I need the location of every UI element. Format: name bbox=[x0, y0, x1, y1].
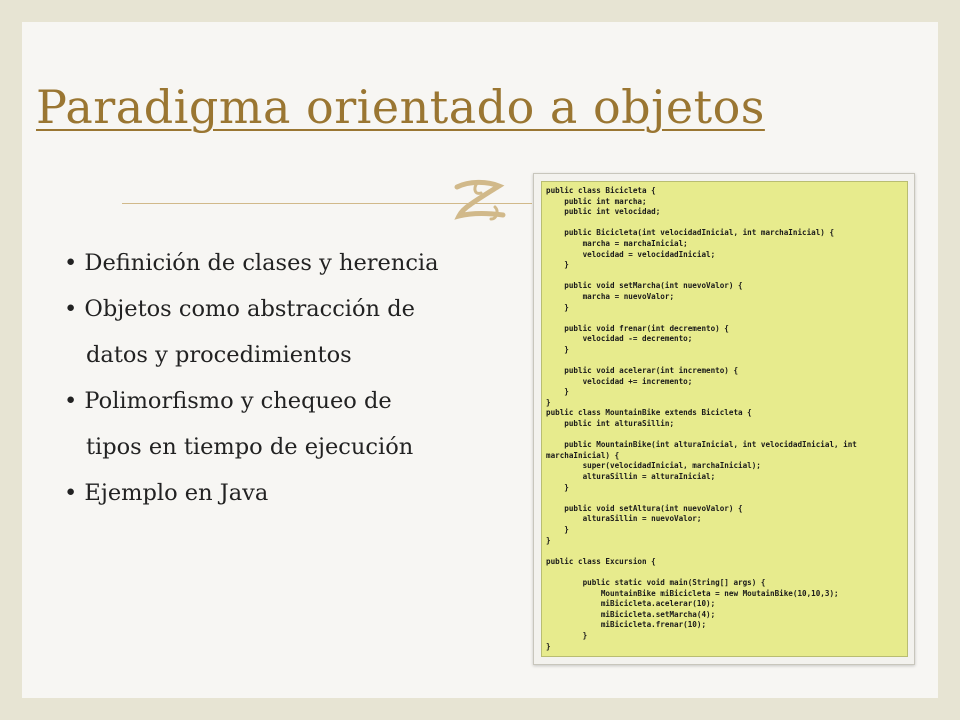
code-line: alturaSillin = nuevoValor; bbox=[546, 514, 702, 524]
code-line: miBicicleta.setMarcha(4); bbox=[546, 609, 716, 619]
bullet-list bbox=[64, 240, 534, 516]
code-line: miBicicleta.acelerar(10); bbox=[546, 599, 716, 609]
code-line: velocidad -= decremento; bbox=[546, 334, 693, 344]
code-line bbox=[542, 546, 907, 557]
code-line: } bbox=[546, 482, 569, 492]
code-line: public class Bicicleta { bbox=[546, 186, 656, 195]
code-line bbox=[542, 218, 907, 229]
code-line: } bbox=[546, 630, 588, 640]
code-line: public class MountainBike extends Bicicleta { bbox=[546, 408, 752, 418]
code-line: public static void main(String[] args) { bbox=[546, 577, 766, 587]
code-lines bbox=[542, 186, 907, 652]
code-line: public int marcha; bbox=[546, 196, 647, 206]
code-line: public void acelerar(int incremento) { bbox=[546, 366, 739, 376]
code-line: } bbox=[546, 535, 551, 545]
code-line: velocidad = velocidadInicial; bbox=[546, 249, 716, 259]
script-z-dingbat-icon bbox=[447, 177, 517, 223]
code-line: } bbox=[546, 260, 569, 270]
java-code-block bbox=[541, 181, 908, 657]
code-line: public MountainBike(int alturaInicial, int velocidadInicial, int bbox=[546, 440, 857, 450]
code-line bbox=[542, 493, 907, 504]
bullet-item: • Ejemplo en Java bbox=[64, 480, 269, 506]
bullet-item: • Polimorfismo y chequeo de bbox=[64, 388, 392, 414]
code-line: public void frenar(int decremento) { bbox=[546, 323, 729, 333]
code-line: marcha = nuevoValor; bbox=[546, 291, 675, 301]
code-line: } bbox=[546, 641, 551, 651]
code-line: public int alturaSillin; bbox=[546, 419, 675, 429]
code-line: public void setAltura(int nuevoValor) { bbox=[546, 503, 743, 513]
code-line: public Bicicleta(int velocidadInicial, int marchaInicial) { bbox=[546, 228, 835, 238]
code-line: super(velocidadInicial, marchaInicial); bbox=[546, 461, 761, 471]
code-line: alturaSillin = alturaInicial; bbox=[546, 472, 716, 482]
code-line: public void setMarcha(int nuevoValor) { bbox=[546, 281, 743, 291]
code-line: } bbox=[546, 397, 551, 407]
code-line bbox=[542, 313, 907, 324]
code-line: miBicicleta.frenar(10); bbox=[546, 620, 707, 630]
slide-title: Paradigma orientado a objetos bbox=[36, 80, 765, 134]
code-line: } bbox=[546, 344, 569, 354]
code-line: velocidad += incremento; bbox=[546, 376, 693, 386]
bullet-item: • Definición de clases y herencia bbox=[64, 250, 439, 276]
code-line bbox=[542, 567, 907, 578]
code-line: } bbox=[546, 302, 569, 312]
code-line: MountainBike miBicicleta = new MoutainBike(10,10,3); bbox=[546, 588, 839, 598]
code-line bbox=[542, 271, 907, 282]
code-line: public class Excursion { bbox=[546, 556, 656, 566]
bullet-continuation: tipos en tiempo de ejecución bbox=[86, 434, 414, 460]
code-line: marchaInicial) { bbox=[546, 450, 620, 460]
bullet-item: • Objetos como abstracción de bbox=[64, 296, 415, 322]
code-line bbox=[542, 356, 907, 367]
code-line: } bbox=[546, 387, 569, 397]
code-screenshot-frame bbox=[533, 173, 915, 665]
code-line: marcha = marchaInicial; bbox=[546, 238, 688, 248]
bullet-continuation: datos y procedimientos bbox=[86, 342, 352, 368]
code-line: public int velocidad; bbox=[546, 207, 661, 217]
code-line: } bbox=[546, 525, 569, 534]
code-line bbox=[542, 430, 907, 441]
